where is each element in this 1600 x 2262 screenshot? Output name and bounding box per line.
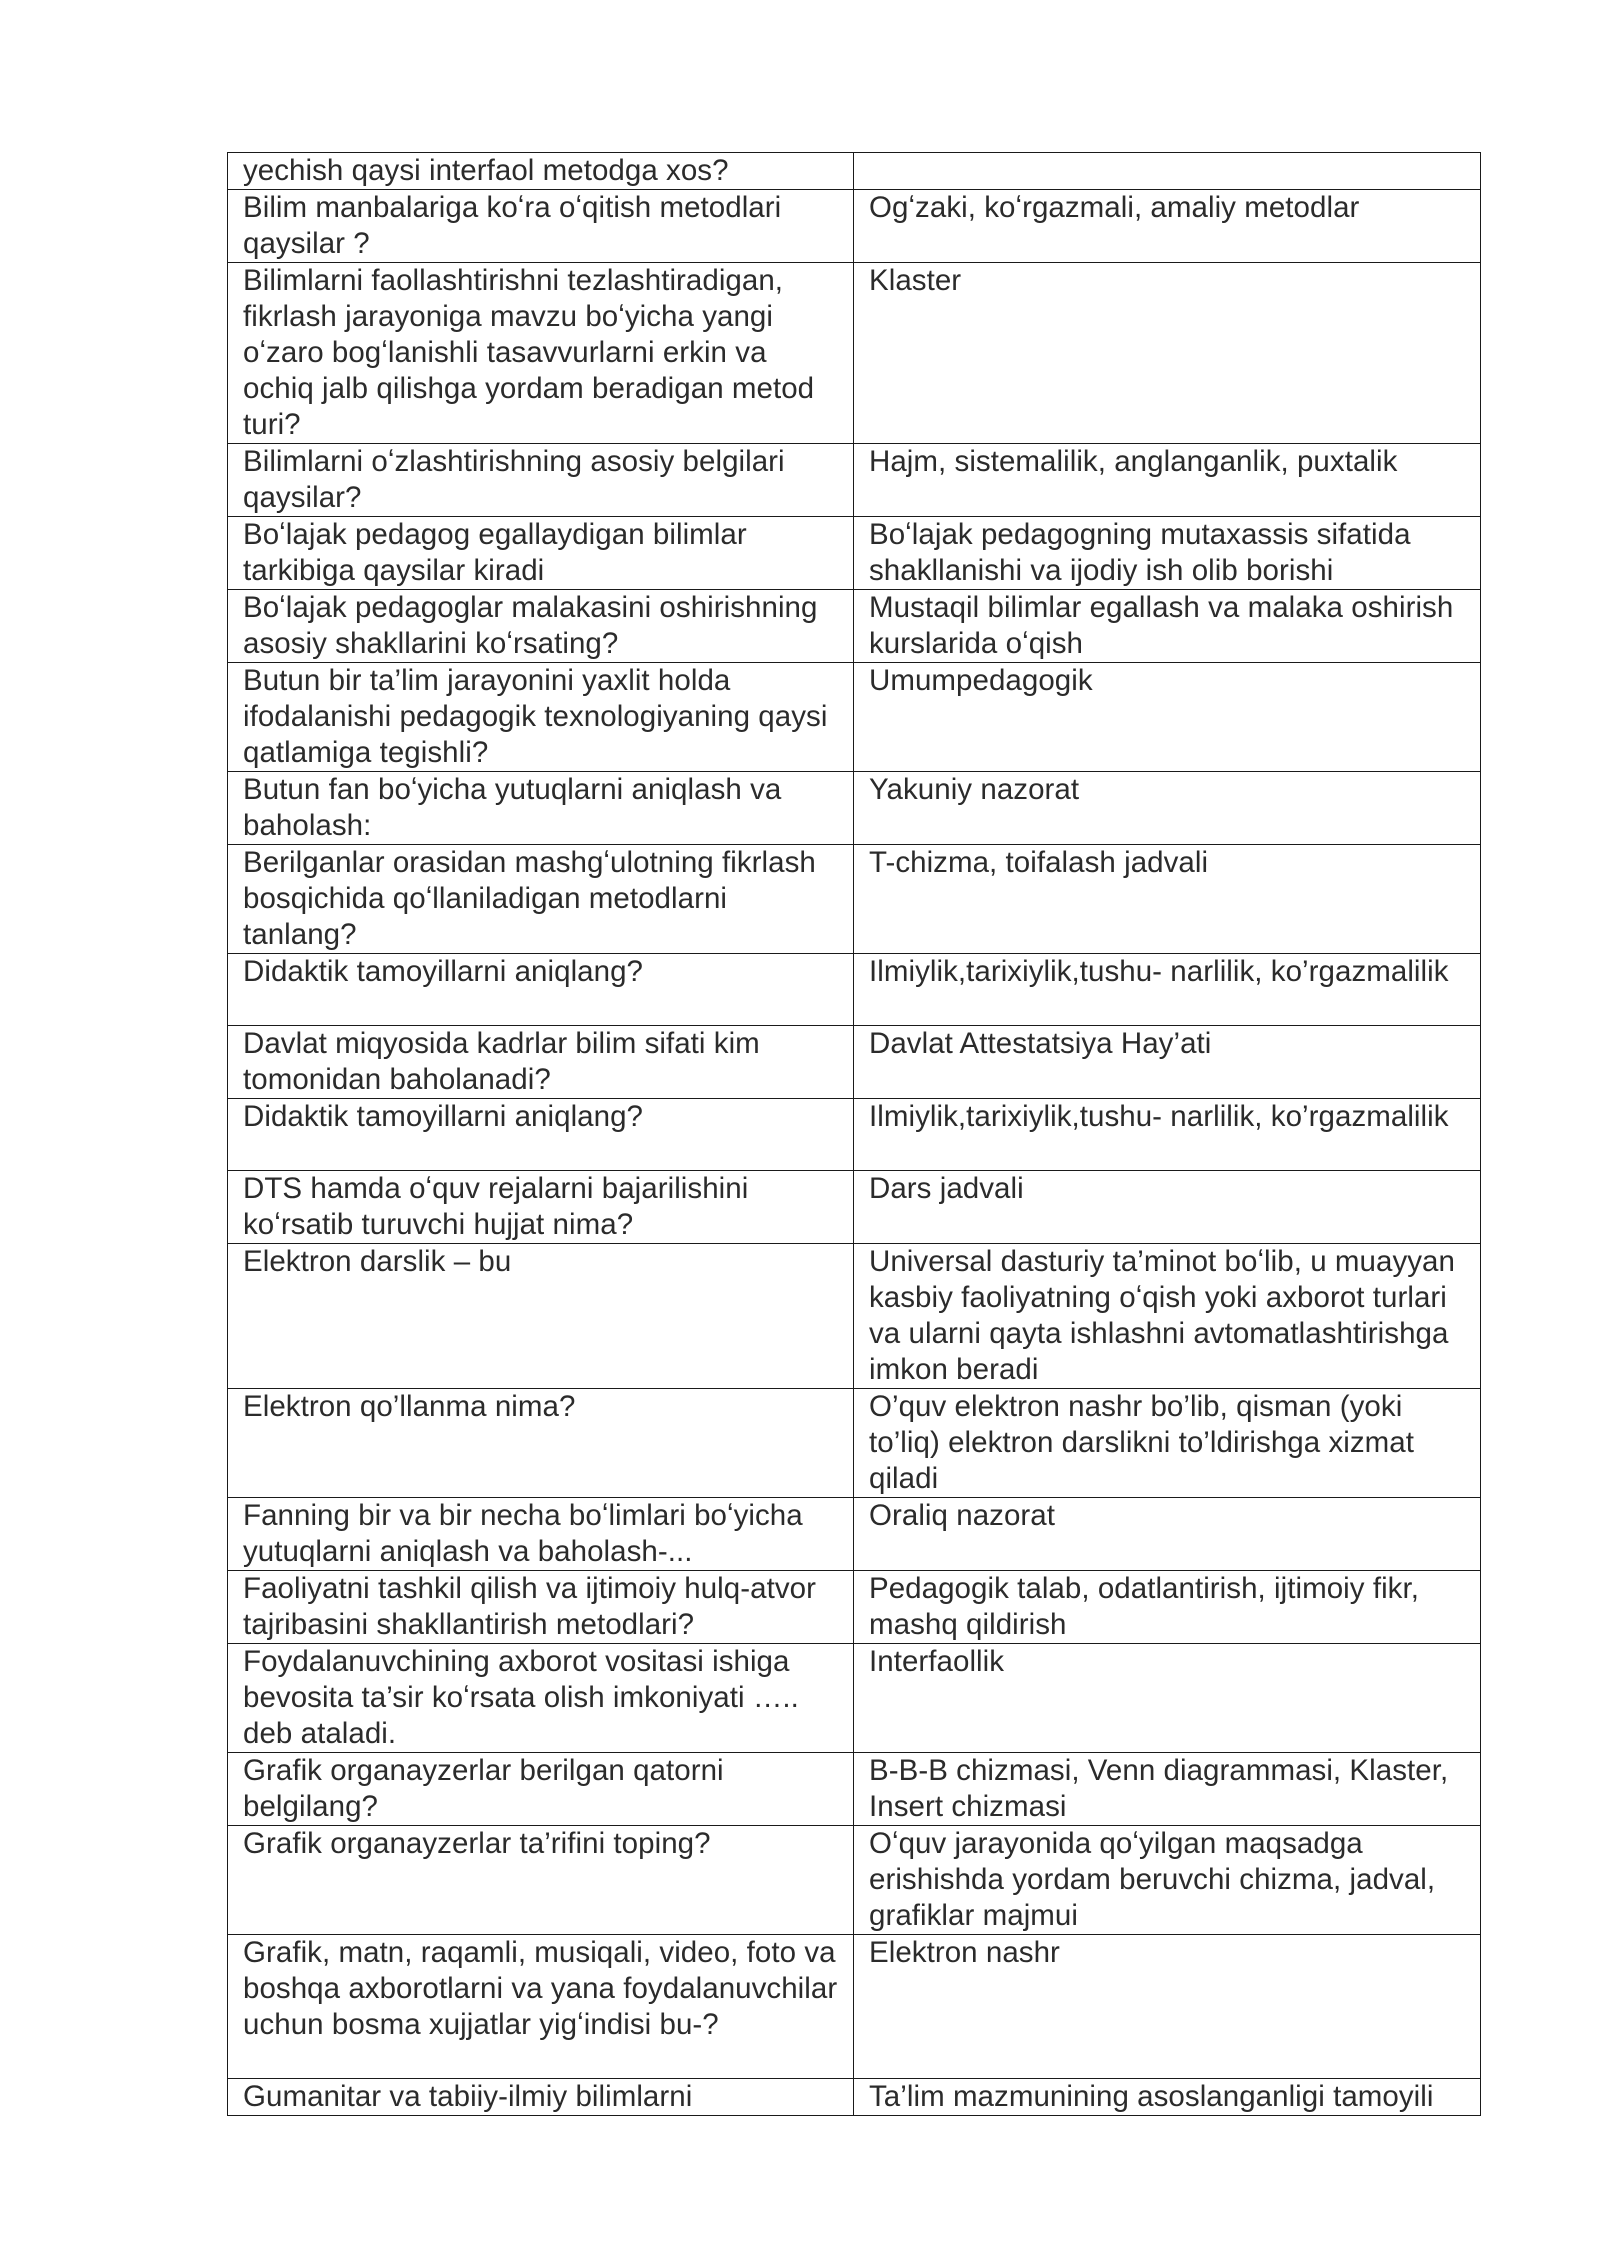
table-row [228, 1935, 1481, 2079]
table-row [228, 590, 1481, 663]
table-row [228, 663, 1481, 772]
answer-cell: Elektron nashr [854, 1935, 1481, 2079]
answer-cell: Umumpedagogik [854, 663, 1481, 772]
answer-cell: Boʻlajak pedagogning mutaxassis sifatida shakllanishi va ijodiy ish olib borishi [854, 517, 1481, 590]
table-row [228, 190, 1481, 263]
table-row [228, 517, 1481, 590]
table-row [228, 954, 1481, 1026]
answer-cell: Mustaqil bilimlar egallash va malaka oshirish kurslarida oʻqish [854, 590, 1481, 663]
qa-table-body [228, 153, 1481, 2116]
table-row [228, 2079, 1481, 2116]
table-row [228, 1171, 1481, 1244]
answer-cell: Universal dasturiy ta’minot boʻlib, u muayyan kasbiy faoliyatning oʻqish yoki axborot turlari va ularni qayta ishlashni avtomatlashtirishga imkon beradi [854, 1244, 1481, 1389]
question-cell: Bilim manbalariga koʻra oʻqitish metodlari qaysilar ? [228, 190, 854, 263]
question-cell: Boʻlajak pedagoglar malakasini oshirishning asosiy shakllarini koʻrsating? [228, 590, 854, 663]
answer-cell: Oʻquv jarayonida qoʻyilgan maqsadga erishishda yordam beruvchi chizma, jadval, grafiklar majmui [854, 1826, 1481, 1935]
answer-cell: Oraliq nazorat [854, 1498, 1481, 1571]
question-cell: Butun fan boʻyicha yutuqlarni aniqlash va baholash: [228, 772, 854, 845]
qa-table [227, 152, 1481, 2116]
question-cell: Elektron darslik – bu [228, 1244, 854, 1389]
question-cell: Foydalanuvchining axborot vositasi ishiga bevosita ta’sir koʻrsata olish imkoniyati ….. deb ataladi. [228, 1644, 854, 1753]
table-row [228, 1644, 1481, 1753]
question-cell: DTS hamda oʻquv rejalarni bajarilishini koʻrsatib turuvchi hujjat nima? [228, 1171, 854, 1244]
question-cell: Bilimlarni faollashtirishni tezlashtiradigan, fikrlash jarayoniga mavzu boʻyicha yangi oʻzaro bogʻlanishli tasavvurlarni erkin va ochiq jalb qilishga yordam beradigan metod turi? [228, 263, 854, 444]
answer-cell: Ilmiylik,tarixiylik,tushu- narlilik, ko’rgazmalilik [854, 1099, 1481, 1171]
table-row [228, 1826, 1481, 1935]
question-cell: Didaktik tamoyillarni aniqlang? [228, 1099, 854, 1171]
answer-cell: Dars jadvali [854, 1171, 1481, 1244]
question-cell: Elektron qo’llanma nima? [228, 1389, 854, 1498]
table-row [228, 1753, 1481, 1826]
answer-cell: Interfaollik [854, 1644, 1481, 1753]
answer-cell: T-chizma, toifalash jadvali [854, 845, 1481, 954]
answer-cell: Davlat Attestatsiya Hay’ati [854, 1026, 1481, 1099]
question-cell: Davlat miqyosida kadrlar bilim sifati kim tomonidan baholanadi? [228, 1026, 854, 1099]
question-cell: Gumanitar va tabiiy-ilmiy bilimlarni [228, 2079, 854, 2116]
table-row [228, 1026, 1481, 1099]
table-row [228, 1244, 1481, 1389]
question-cell: Boʻlajak pedagog egallaydigan bilimlar tarkibiga qaysilar kiradi [228, 517, 854, 590]
answer-cell: Klaster [854, 263, 1481, 444]
answer-cell: O’quv elektron nashr bo’lib, qisman (yoki to’liq) elektron darslikni to’ldirishga xizmat qiladi [854, 1389, 1481, 1498]
question-cell: Grafik, matn, raqamli, musiqali, video, foto va boshqa axborotlarni va yana foydalanuvchilar uchun bosma xujjatlar yigʻindisi bu-? [228, 1935, 854, 2079]
question-cell: yechish qaysi interfaol metodga xos? [228, 153, 854, 190]
question-cell: Fanning bir va bir necha boʻlimlari boʻyicha yutuqlarni aniqlash va baholash-... [228, 1498, 854, 1571]
table-row [228, 444, 1481, 517]
question-cell: Butun bir ta’lim jarayonini yaxlit holda ifodalanishi pedagogik texnologiyaning qaysi qatlamiga tegishli? [228, 663, 854, 772]
question-cell: Berilganlar orasidan mashgʻulotning fikrlash bosqichida qoʻllaniladigan metodlarni tanlang? [228, 845, 854, 954]
table-row [228, 1498, 1481, 1571]
table-row [228, 1099, 1481, 1171]
answer-cell: Ogʻzaki, koʻrgazmali, amaliy metodlar [854, 190, 1481, 263]
answer-cell: B-B-B chizmasi, Venn diagrammasi, Klaster, Insert chizmasi [854, 1753, 1481, 1826]
table-row [228, 153, 1481, 190]
answer-cell: Pedagogik talab, odatlantirish, ijtimoiy fikr, mashq qildirish [854, 1571, 1481, 1644]
table-row [228, 845, 1481, 954]
question-cell: Bilimlarni oʻzlashtirishning asosiy belgilari qaysilar? [228, 444, 854, 517]
table-row [228, 1571, 1481, 1644]
table-row [228, 772, 1481, 845]
table-row [228, 1389, 1481, 1498]
answer-cell: Ilmiylik,tarixiylik,tushu- narlilik, ko’rgazmalilik [854, 954, 1481, 1026]
answer-cell: Ta’lim mazmunining asoslanganligi tamoyili [854, 2079, 1481, 2116]
question-cell: Didaktik tamoyillarni aniqlang? [228, 954, 854, 1026]
answer-cell: Hajm, sistemalilik, anglanganlik, puxtalik [854, 444, 1481, 517]
question-cell: Grafik organayzerlar berilgan qatorni belgilang? [228, 1753, 854, 1826]
table-row [228, 263, 1481, 444]
question-cell: Grafik organayzerlar ta’rifini toping? [228, 1826, 854, 1935]
question-cell: Faoliyatni tashkil qilish va ijtimoiy hulq-atvor tajribasini shakllantirish metodlari? [228, 1571, 854, 1644]
answer-cell [854, 153, 1481, 190]
answer-cell: Yakuniy nazorat [854, 772, 1481, 845]
